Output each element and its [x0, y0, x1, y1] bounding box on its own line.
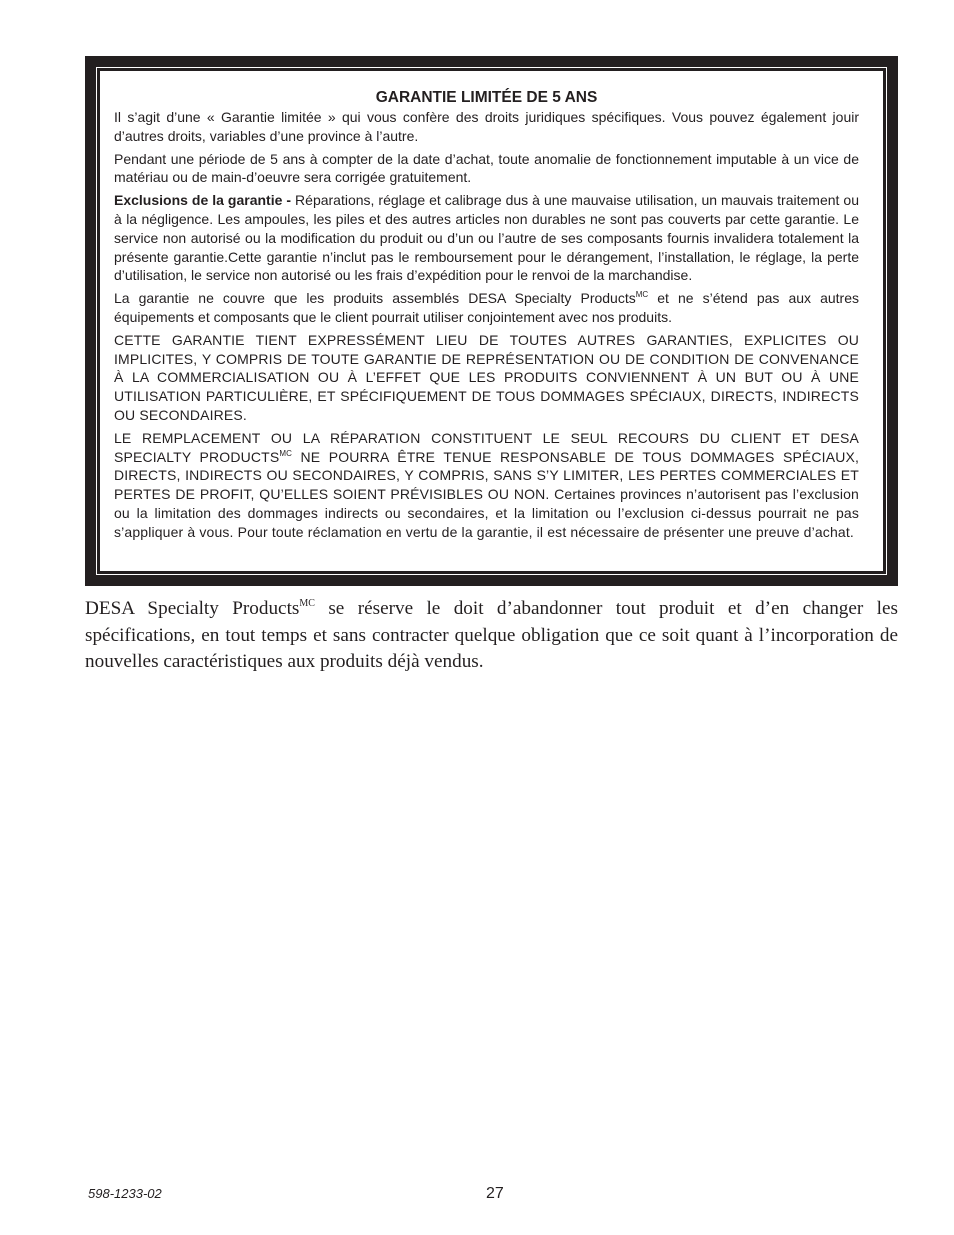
notice-text-end: se réserve le doit d’abandonner tout produit et d’en changer les spécifications, en tout temps et sans contracter quelque obligation que ce soit quant à l’incorporation de nouvelles caractéristiques aux produits déjà vendus. — [85, 598, 898, 672]
trademark-superscript: MC — [635, 290, 649, 300]
exclusions-heading: Exclusions de la garantie - — [114, 192, 292, 209]
trademark-superscript: MC — [279, 448, 293, 458]
warranty-paragraph-disclaimer: CETTE GARANTIE TIENT EXPRESSÉMENT LIEU DE TOUTES AUTRES GARANTIES, EXPLICITES OU IMPLICITES, Y COMPRIS DE TOUTE GARANTIE DE REPRÉSENTATION OU DE CONDITION DE CONVENANCE À LA COMMERCIALISATION OU À L’EFFET QUE LES PRODUITS CONVIENNENT À UN BUT OU À UNE UTILISATION PARTICULIÈRE, ET SPÉCIFIQUEMENT DE TOUS DOMMAGES SPÉCIAUX, DIRECTS, INDIRECTS OU SECONDAIRES. — [114, 331, 859, 423]
warranty-box-inner — [97, 68, 886, 574]
notice-text-start: DESA Specialty Products — [85, 598, 300, 619]
remedy-text-end: NE POURRA ÊTRE TENUE RESPONSABLE DE TOUS DOMMAGES SPÉCIAUX, DIRECTS, INDIRECTS OU SECONDAIRES, Y COMPRIS, SANS S’Y LIMITER, LES PERTES COMMERCIALES ET PERTES DE PROFIT, QU’ELLES SOIENT PRÉVISIBLES OU NON. Certaines provinces n’autorisent pas l’exclusion ou la limitation des dommages indirects ou secondaires, et la limitation ou l’exclusion ci-dessus pourrait ne pas s’appliquer à vous. Pour toute réclamation en vertu de la garantie, il est nécessaire de présenter une preuve d’achat. — [114, 448, 859, 540]
warranty-paragraph-period: Pendant une période de 5 ans à compter de la date d’achat, toute anomalie de fonctionnement imputable à un vice de matériau ou de main-d’oeuvre sera corrigée gratuitement. — [114, 150, 859, 186]
warranty-title: GARANTIE LIMITÉE DE 5 ANS — [375, 89, 598, 106]
coverage-text-start: La garantie ne couvre que les produits assemblés DESA Specialty Products — [114, 290, 636, 307]
coverage-text-end: et ne s’étend pas aux autres équipements et composants que le client pourrait utiliser conjointement avec nos produits. — [114, 290, 859, 325]
page-number: 27 — [486, 1185, 504, 1202]
trademark-superscript: MC — [299, 598, 315, 609]
warranty-paragraph-remedy — [114, 429, 859, 542]
product-change-notice — [85, 596, 898, 676]
warranty-box — [85, 56, 898, 586]
exclusions-text: Réparations, réglage et calibrage dus à une mauvaise utilisation, un mauvais traitement ou à la négligence. Les ampoules, les piles et des autres articles non durables ne sont pas couverts par cette garantie. Le service non autorisé ou la modification du produit ou d’un ou l’autre de ses composants fournis invalidera totalement la présente garantie.Cette garantie n’inclut pas le remboursement pour le dérangement, l’installation, le réglage, la perte d’utilisation, le service non autorisé ou les frais d’expédition pour le renvoi de la marchandise. — [114, 192, 859, 284]
document-code: 598-1233-02 — [88, 1186, 162, 1201]
warranty-paragraph-exclusions — [114, 191, 859, 285]
warranty-paragraph-coverage — [114, 289, 859, 327]
warranty-paragraph-limited: Il s’agit d’une « Garantie limitée » qui vous confère des droits juridiques spécifiques. Vous pouvez également jouir d’autres droits, variables d’une province à l’autre. — [114, 109, 859, 144]
remedy-text-start: LE REMPLACEMENT OU LA RÉPARATION CONSTITUENT LE SEUL RECOURS DU CLIENT ET DESA SPECIALTY PRODUCTS — [114, 429, 859, 465]
